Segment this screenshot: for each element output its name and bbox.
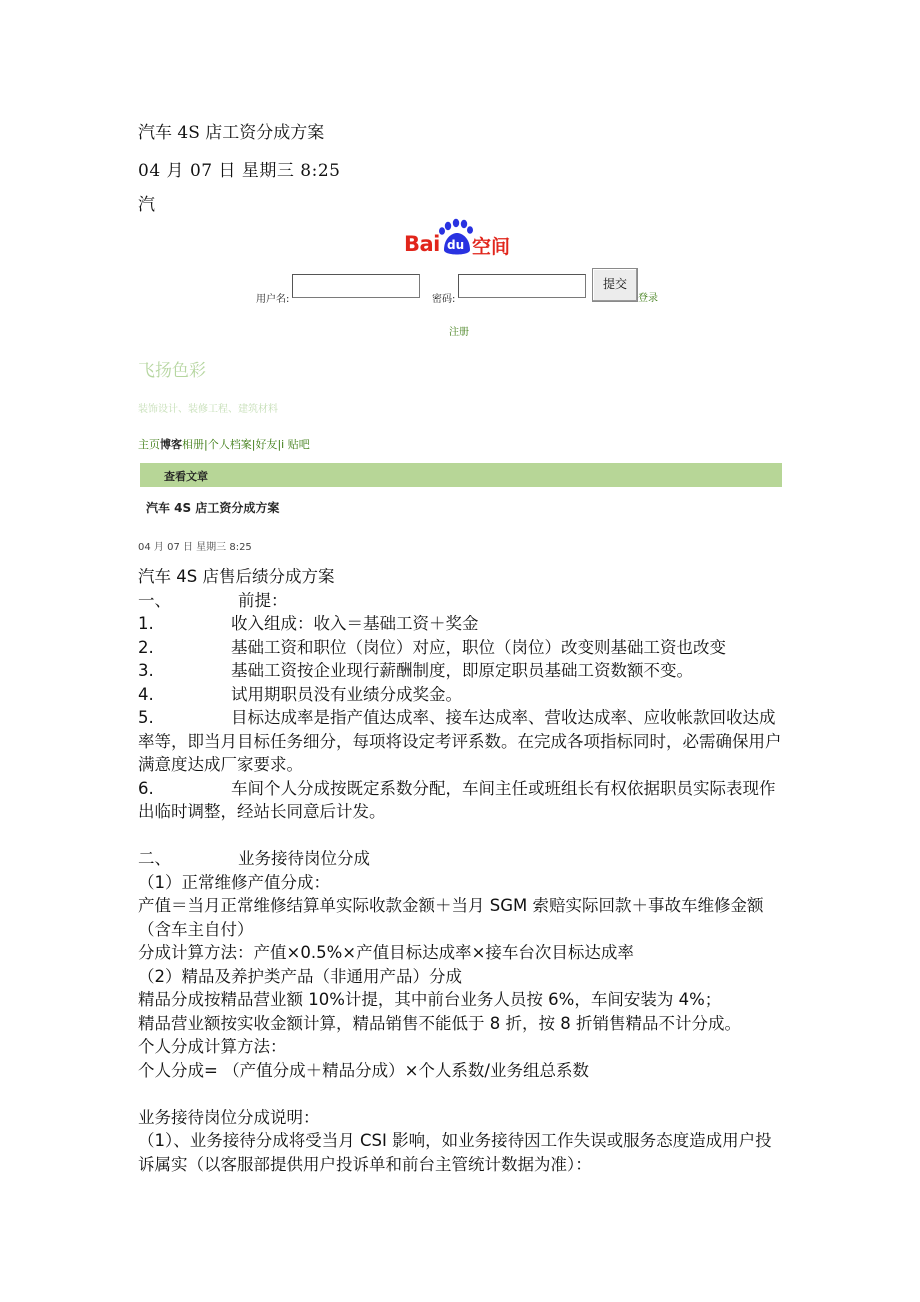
body-line: 汽车 4S 店售后绩分成方案 bbox=[138, 567, 335, 586]
body-line bbox=[138, 777, 788, 824]
logo-bai-text: Bai bbox=[404, 232, 440, 256]
document-title: 汽车 4S 店工资分成方案 bbox=[138, 123, 325, 143]
space-subtitle: 装饰设计、装修工程、建筑材料 bbox=[138, 404, 278, 415]
logo-du-text: du bbox=[447, 238, 465, 252]
body-line: （2）精品及养护类产品（非通用产品）分成 bbox=[138, 966, 462, 986]
nav-profile[interactable]: 个人档案 bbox=[207, 438, 252, 451]
space-title[interactable]: 飞扬色彩 bbox=[138, 361, 206, 381]
body-line-number: 6. bbox=[138, 778, 154, 798]
username-input[interactable] bbox=[292, 274, 420, 298]
body-line bbox=[138, 706, 788, 777]
body-line-text: 基础工资和职位（岗位）对应，职位（岗位）改变则基础工资也改变 bbox=[231, 637, 726, 657]
body-line bbox=[138, 589, 788, 613]
login-link[interactable]: 登录 bbox=[638, 293, 658, 304]
nav-separator: | bbox=[251, 438, 256, 451]
body-line-number: 5. bbox=[138, 708, 154, 727]
article-heading: 汽车 4S 店工资分成方案 bbox=[146, 501, 280, 515]
body-line-text: 试用期职员没有业绩分成奖金。 bbox=[231, 684, 462, 704]
logo-space-text: 空间 bbox=[472, 236, 511, 258]
article-body bbox=[138, 565, 788, 1176]
nav-separator: | bbox=[204, 438, 208, 451]
baidu-space-logo[interactable] bbox=[404, 218, 520, 258]
nav-friends[interactable]: 好友 bbox=[255, 438, 278, 451]
username-label: 用户名: bbox=[256, 294, 290, 305]
body-line bbox=[138, 683, 788, 707]
body-line: 个人分成计算方法： bbox=[138, 1037, 287, 1056]
password-input[interactable] bbox=[458, 274, 586, 298]
body-line: 业务接待岗位分成说明： bbox=[138, 1107, 320, 1127]
body-line: 精品营业额按实收金额计算，精品销售不能低于 8 折，按 8 折销售精品不计分成。 bbox=[138, 1013, 741, 1033]
body-line: 精品分成按精品营业额 10%计提，其中前台业务人员按 6%，车间安装为 4%； bbox=[138, 990, 722, 1009]
body-line-number: 1. bbox=[138, 614, 154, 633]
nav-blog[interactable]: 博客 bbox=[160, 438, 182, 451]
nav-home[interactable]: 主页 bbox=[138, 438, 160, 451]
space-nav bbox=[138, 436, 310, 452]
body-line-number: 二、 bbox=[138, 849, 171, 868]
body-line-text: 前提： bbox=[238, 590, 288, 610]
body-line bbox=[138, 847, 788, 871]
body-line bbox=[138, 659, 788, 683]
nav-album[interactable]: 相册 bbox=[182, 438, 204, 451]
body-line-text: 基础工资按企业现行薪酬制度，即原定职员基础工资数额不变。 bbox=[231, 661, 693, 680]
body-line-number: 4. bbox=[138, 684, 154, 704]
body-line: 个人分成= （产值分成＋精品分成）×个人系数/业务组总系数 bbox=[138, 1060, 589, 1080]
body-line-text: 目标达成率是指产值达成率、接车达成率、营收达成率、应收帐款回收达成率等，即当月目标任务细分，每项将设定考评系数。在完成各项指标同时，必需确保用户满意度达成厂家要求。 bbox=[138, 708, 782, 774]
password-label: 密码: bbox=[432, 294, 456, 305]
nav-tieba[interactable]: i 贴吧 bbox=[281, 438, 310, 451]
body-line-text: 收入组成：收入＝基础工资＋奖金 bbox=[231, 614, 479, 633]
article-date: 04 月 07 日 星期三 8:25 bbox=[138, 542, 252, 553]
document-date: 04 月 07 日 星期三 8:25 bbox=[138, 161, 341, 181]
section-label: 查看文章 bbox=[164, 470, 208, 483]
body-line: （1）、业务接待分成将受当月 CSI 影响，如业务接待因工作失误或服务态度造成用户投诉属实（以客服部提供用户投诉单和前台主管统计数据为准）： bbox=[138, 1131, 772, 1174]
body-line: （1）正常维修产值分成： bbox=[138, 872, 330, 892]
body-line bbox=[138, 612, 788, 636]
nav-separator: | bbox=[277, 438, 282, 451]
body-line bbox=[138, 636, 788, 660]
section-header-bar bbox=[140, 463, 782, 487]
document-fragment-char: 汽 bbox=[138, 195, 155, 215]
body-line-text: 车间个人分成按既定系数分配，车间主任或班组长有权依据职员实际表现作出临时调整，经站长同意后计发。 bbox=[138, 778, 776, 821]
body-line-number: 3. bbox=[138, 661, 154, 680]
body-line: 产值＝当月正常维修结算单实际收款金额＋当月 SGM 索赔实际回款＋事故车维修金额（含车主自付） bbox=[138, 896, 764, 939]
body-line-text: 业务接待岗位分成 bbox=[238, 849, 370, 868]
body-line: 分成计算方法：产值×0.5%×产值目标达成率×接车台次目标达成率 bbox=[138, 943, 634, 962]
submit-button[interactable]: 提交 bbox=[592, 268, 638, 302]
body-line-number: 2. bbox=[138, 637, 154, 657]
body-line-number: 一、 bbox=[138, 590, 171, 610]
register-link[interactable]: 注册 bbox=[449, 327, 469, 338]
